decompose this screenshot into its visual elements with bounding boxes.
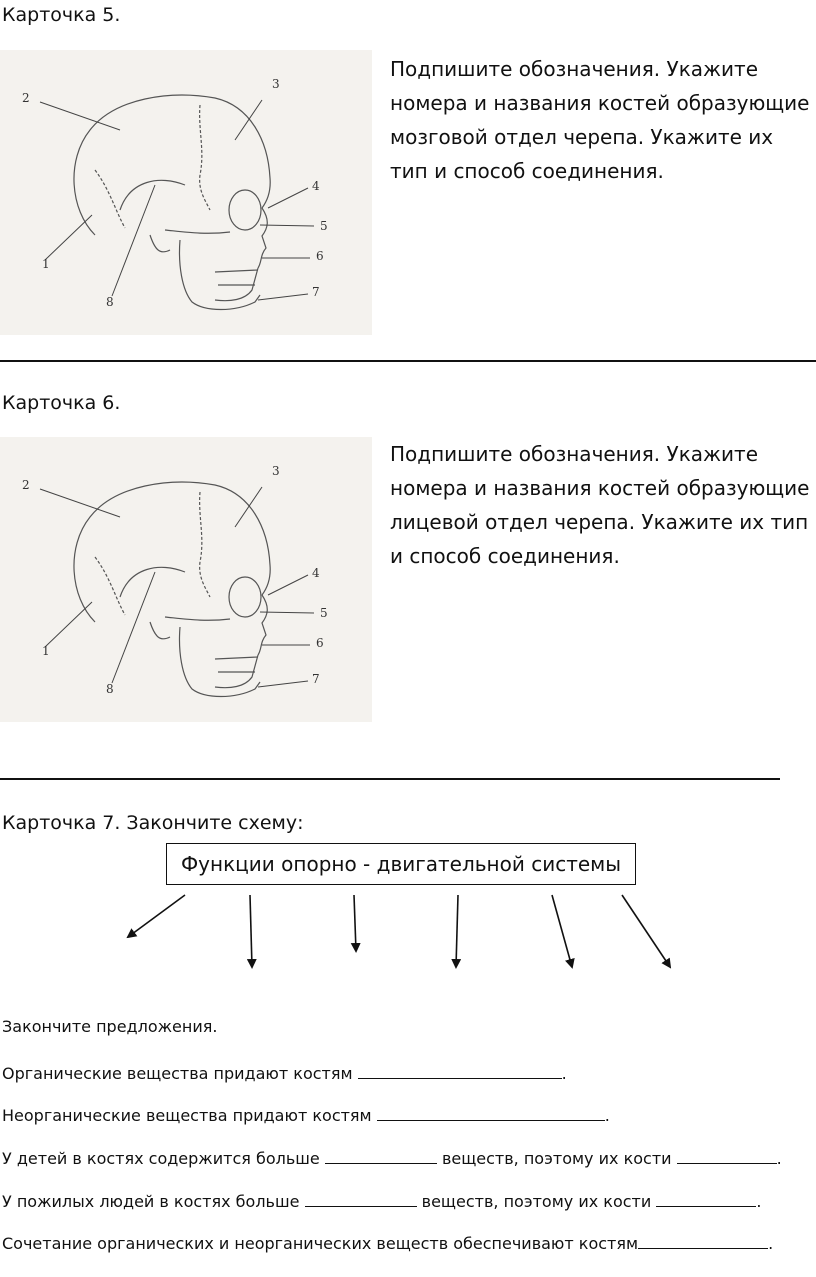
scheme-arrows: [0, 885, 816, 980]
label-1: 1: [42, 257, 50, 271]
label-2: 2: [22, 478, 30, 492]
card6-title: Карточка 6.: [2, 392, 121, 414]
skull-illustration: [0, 50, 372, 335]
card6-task-text: Подпишите обозначения. Укажите номера и названия костей образующие лицевой отдел черепа. Укажите их тип и способ соединения.: [390, 442, 810, 568]
arrow-1: [128, 895, 185, 937]
sentence-2-end: .: [604, 1106, 610, 1125]
sentence-3: [2, 1147, 782, 1168]
card5-skull-figure: [0, 50, 372, 335]
label-2: 2: [22, 91, 30, 105]
card5-title: Карточка 5.: [2, 4, 121, 26]
label-8: 8: [106, 682, 114, 696]
arrow-6: [622, 895, 670, 967]
sentence-3-mid: веществ, поэтому их кости: [441, 1149, 672, 1168]
sentence-4-mid: веществ, поэтому их кости: [421, 1192, 652, 1211]
blank-field[interactable]: [377, 1104, 605, 1121]
divider-1: [0, 360, 816, 362]
sentence-2-text: Неорганические вещества придают костям: [2, 1106, 372, 1125]
sentence-1-text: Органические вещества придают костям: [2, 1064, 353, 1083]
label-6: 6: [316, 249, 324, 263]
blank-field[interactable]: [325, 1147, 437, 1164]
label-5: 5: [320, 219, 328, 233]
blank-field[interactable]: [305, 1190, 417, 1207]
label-3: 3: [272, 464, 280, 478]
label-5: 5: [320, 606, 328, 620]
card5-task-text: Подпишите обозначения. Укажите номера и названия костей образующие мозговой отдел черепа. Укажите их тип и способ соединения.: [390, 57, 810, 183]
label-7: 7: [312, 285, 320, 299]
arrow-5: [552, 895, 572, 967]
blank-field[interactable]: [638, 1232, 768, 1249]
label-7: 7: [312, 672, 320, 686]
card7-title: Карточка 7. Закончите схему:: [2, 812, 304, 834]
sentence-5: [2, 1232, 773, 1253]
arrow-3: [354, 895, 356, 951]
sentence-5-text: Сочетание органических и неорганических веществ обеспечивают костям: [2, 1234, 639, 1253]
card6-skull-figure: [0, 437, 372, 722]
label-4: 4: [312, 179, 320, 193]
sentence-4: [2, 1190, 761, 1211]
skull-illustration: [0, 437, 372, 722]
sentence-2: [2, 1104, 610, 1125]
arrow-4: [456, 895, 458, 967]
arrow-2: [250, 895, 252, 967]
label-4: 4: [312, 566, 320, 580]
label-3: 3: [272, 77, 280, 91]
blank-field[interactable]: [358, 1062, 562, 1079]
scheme-root-box: Функции опорно - двигательной системы: [166, 843, 636, 885]
blank-field[interactable]: [677, 1147, 777, 1164]
divider-2: [0, 778, 780, 780]
label-1: 1: [42, 644, 50, 658]
label-6: 6: [316, 636, 324, 650]
sentences-heading: Закончите предложения.: [2, 1017, 218, 1036]
sentence-3-text: У детей в костях содержится больше: [2, 1149, 320, 1168]
sentence-1: [2, 1062, 567, 1083]
sentence-3-end: .: [776, 1149, 782, 1168]
label-8: 8: [106, 295, 114, 309]
blank-field[interactable]: [656, 1190, 756, 1207]
sentence-1-end: .: [561, 1064, 567, 1083]
sentence-4-end: .: [756, 1192, 762, 1211]
sentence-5-end: .: [768, 1234, 774, 1253]
sentence-4-text: У пожилых людей в костях больше: [2, 1192, 300, 1211]
